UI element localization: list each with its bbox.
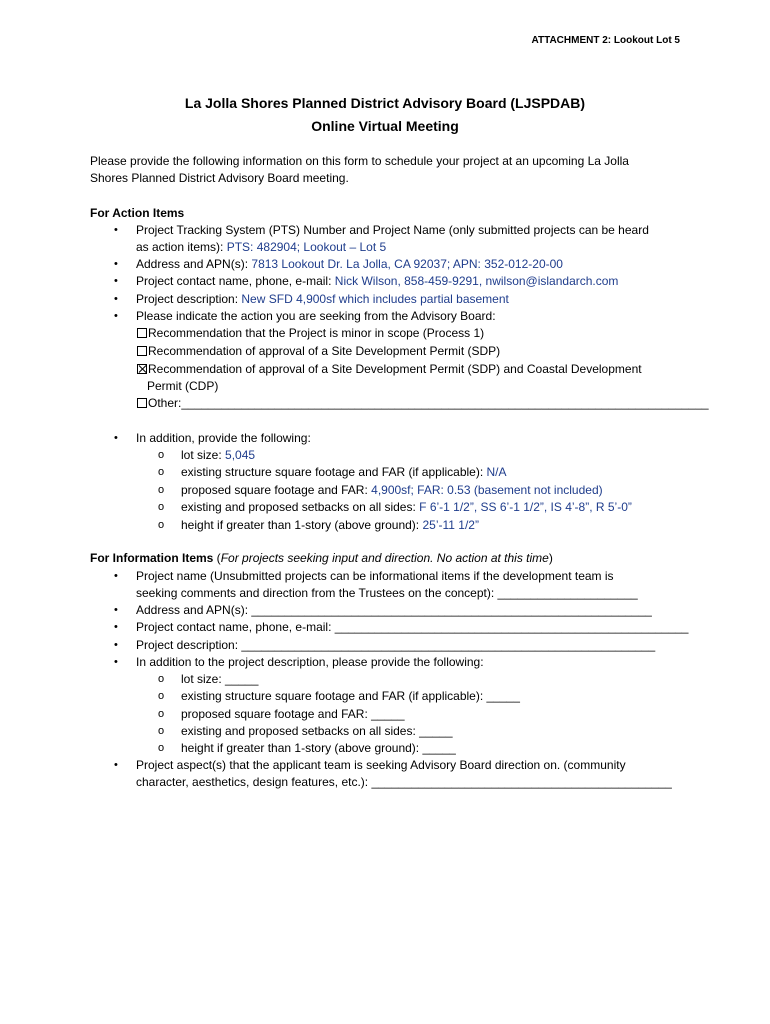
info-setbacks: existing and proposed setbacks on all sides: _____ <box>181 724 453 738</box>
description-value: New SFD 4,900sf which includes partial basement <box>241 292 509 306</box>
option-other <box>137 395 709 413</box>
info-name-1: Project name (Unsubmitted projects can be informational items if the development team is <box>136 569 614 583</box>
indicate-action-label: Please indicate the action you are seeking from the Advisory Board: <box>136 309 496 323</box>
bullet-icon: • <box>114 604 118 616</box>
height-label: height if greater than 1-story (above ground): <box>181 518 420 532</box>
document-title: La Jolla Shores Planned District Advisory Board (LJSPDAB) <box>184 95 586 111</box>
option-process-1 <box>137 325 484 343</box>
option-sdp-cdp-label: Recommendation of approval of a Site Development Permit (SDP) and Coastal Development <box>148 362 642 376</box>
info-addition: In addition to the project description, please provide the following: <box>136 655 484 669</box>
lot-size-row <box>181 447 255 465</box>
setbacks-row <box>181 499 632 517</box>
addition-label: In addition, provide the following: <box>136 431 311 445</box>
bullet-icon: • <box>114 432 118 444</box>
sub-bullet-icon: o <box>158 690 165 702</box>
intro-line-2: Shores Planned District Advisory Board meeting. <box>90 171 349 185</box>
bullet-icon: • <box>114 310 118 322</box>
contact-row <box>136 273 618 291</box>
option-sdp-cdp-label-2: Permit (CDP) <box>147 379 219 393</box>
bullet-icon: • <box>114 224 118 236</box>
bullet-icon: • <box>114 570 118 582</box>
existing-far-row <box>181 464 507 482</box>
checkbox-icon[interactable] <box>137 398 147 408</box>
info-lot-size: lot size: _____ <box>181 672 259 686</box>
info-aspect-1: Project aspect(s) that the applicant team is seeking Advisory Board direction on. (community <box>136 758 626 772</box>
address-label: Address and APN(s): <box>136 257 249 271</box>
setbacks-value: F 6’-1 1/2”, SS 6’-1 1/2”, IS 4’-8”, R 5’-0” <box>419 500 632 514</box>
pts-label-2: as action items): <box>136 240 224 254</box>
checkbox-icon[interactable] <box>137 346 147 356</box>
sub-bullet-icon: o <box>158 742 165 754</box>
proposed-far-value: 4,900sf; FAR: 0.53 (basement not included) <box>371 483 603 497</box>
info-heading: For Information Items <box>90 551 214 565</box>
lot-size-value: 5,045 <box>225 448 256 462</box>
info-address: Address and APN(s): ____________________________________________________________ <box>136 603 652 617</box>
height-row <box>181 517 479 535</box>
bullet-icon: • <box>114 293 118 305</box>
option-process-1-label: Recommendation that the Project is minor in scope (Process 1) <box>148 326 485 340</box>
intro-line-1: Please provide the following information on this form to schedule your project at an upcoming La Jolla <box>90 154 629 168</box>
option-sdp-cdp <box>137 361 642 379</box>
proposed-far-label: proposed square footage and FAR: <box>181 483 368 497</box>
sub-bullet-icon: o <box>158 466 165 478</box>
bullet-icon: • <box>114 639 118 651</box>
info-aspect-2: character, aesthetics, design features, etc.): _____________________________________________ <box>136 775 672 789</box>
proposed-far-row <box>181 482 603 500</box>
pts-row <box>136 239 386 257</box>
sub-bullet-icon: o <box>158 708 165 720</box>
bullet-icon: • <box>114 621 118 633</box>
contact-value: Nick Wilson, 858-459-9291, nwilson@islandarch.com <box>334 274 619 288</box>
checkbox-icon[interactable] <box>137 328 147 338</box>
height-value: 25’-11 1/2” <box>422 518 479 532</box>
bullet-icon: • <box>114 258 118 270</box>
address-value: 7813 Lookout Dr. La Jolla, CA 92037; APN: 352-012-20-00 <box>251 257 563 271</box>
info-existing-far: existing structure square footage and FAR (if applicable): _____ <box>181 689 520 703</box>
sub-bullet-icon: o <box>158 484 165 496</box>
sub-bullet-icon: o <box>158 519 165 531</box>
bullet-icon: • <box>114 275 118 287</box>
info-heading-row: For Information Items (For projects seeking input and direction. No action at this time) <box>90 551 553 565</box>
existing-far-label: existing structure square footage and FAR (if applicable): <box>181 465 484 479</box>
attachment-header: ATTACHMENT 2: Lookout Lot 5 <box>531 35 680 46</box>
existing-far-value: N/A <box>486 465 507 479</box>
option-other-label: Other:_______________________________________________________________________________ <box>148 396 709 410</box>
checked-checkbox-icon[interactable] <box>137 364 147 374</box>
sub-bullet-icon: o <box>158 673 165 685</box>
info-name-2: seeking comments and direction from the Trustees on the concept): _____________________ <box>136 586 638 600</box>
pts-value: PTS: 482904; Lookout – Lot 5 <box>226 240 387 254</box>
info-contact: Project contact name, phone, e-mail: _____________________________________________________ <box>136 620 689 634</box>
sub-bullet-icon: o <box>158 501 165 513</box>
option-sdp-label: Recommendation of approval of a Site Development Permit (SDP) <box>148 344 501 358</box>
sub-bullet-icon: o <box>158 449 165 461</box>
info-proposed-far: proposed square footage and FAR: _____ <box>181 707 405 721</box>
description-row <box>136 291 509 309</box>
description-label: Project description: <box>136 292 239 306</box>
info-heading-note: For projects seeking input and direction. No action at this time <box>220 551 549 565</box>
bullet-icon: • <box>114 656 118 668</box>
info-description: Project description: ______________________________________________________________ <box>136 638 656 652</box>
document-subtitle: Online Virtual Meeting <box>311 118 459 134</box>
pts-label-1: Project Tracking System (PTS) Number and Project Name (only submitted projects can be heard <box>136 223 649 237</box>
contact-label: Project contact name, phone, e-mail: <box>136 274 332 288</box>
option-sdp <box>137 343 500 361</box>
action-heading: For Action Items <box>90 206 185 220</box>
bullet-icon: • <box>114 759 118 771</box>
lot-size-label: lot size: <box>181 448 222 462</box>
address-row <box>136 256 563 274</box>
info-height: height if greater than 1-story (above ground): _____ <box>181 741 456 755</box>
sub-bullet-icon: o <box>158 725 165 737</box>
setbacks-label: existing and proposed setbacks on all sides: <box>181 500 416 514</box>
